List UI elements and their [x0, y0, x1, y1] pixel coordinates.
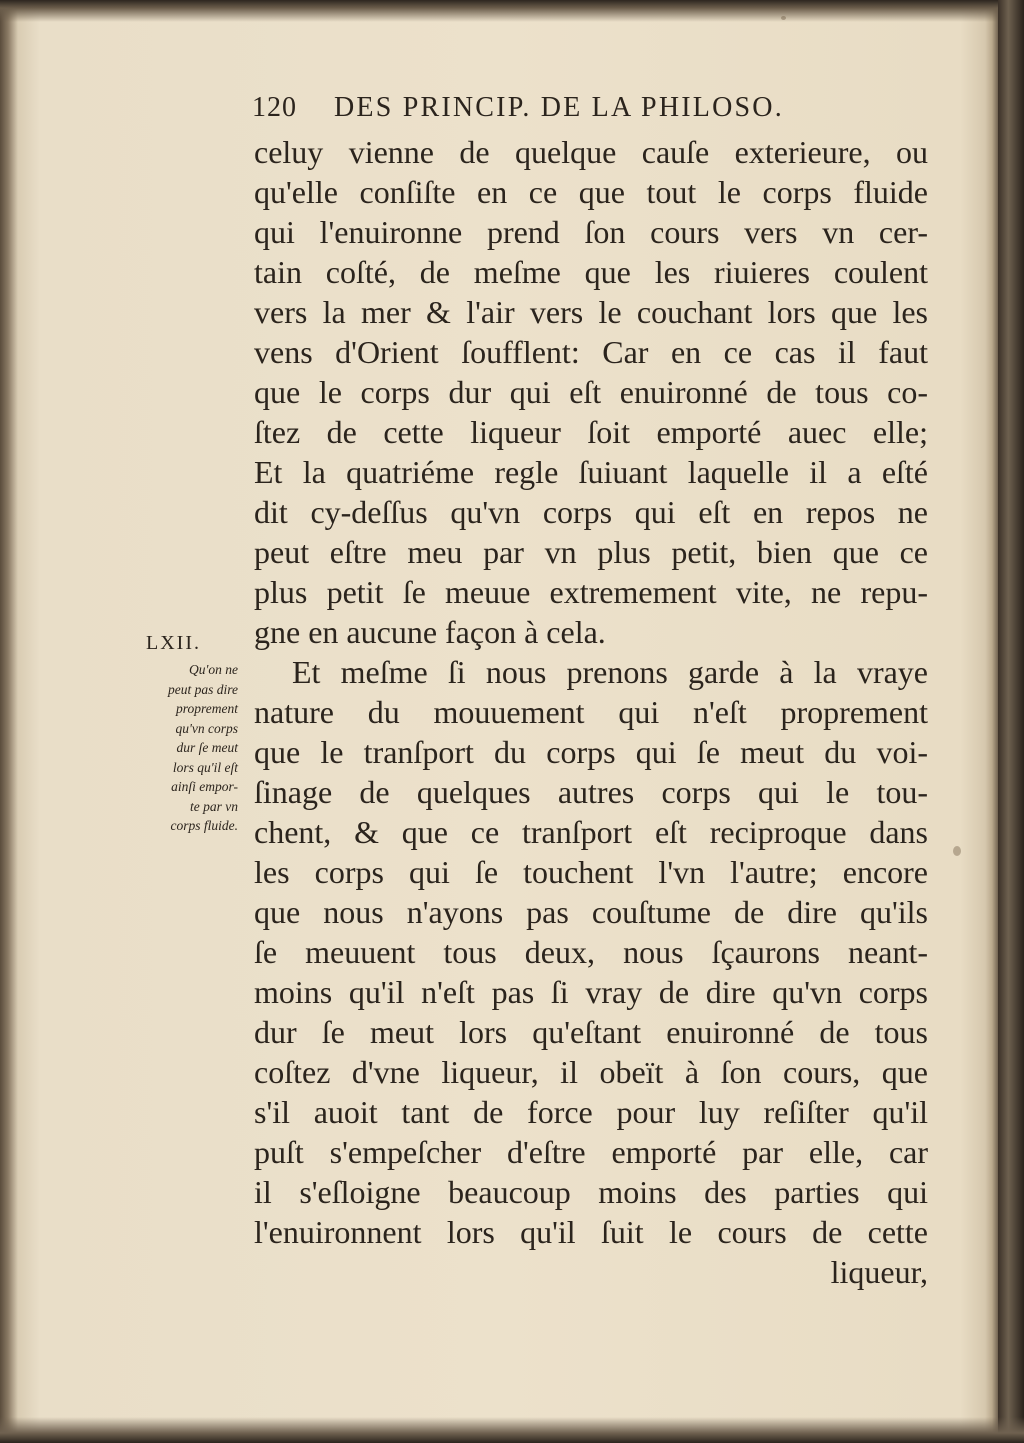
body-line: peut eſtre meu par vn plus petit, bien que ce [254, 534, 928, 570]
body-line: ſe meuuent tous deux, nous ſçaurons neant- [254, 934, 928, 970]
paper-spot [781, 16, 786, 20]
body-line: ſtez de cette liqueur ſoit emporté auec elle; [254, 414, 928, 450]
body-line: coſtez d'vne liqueur, il obeït à ſon cours, que [254, 1054, 928, 1090]
running-head: DES PRINCIP. DE LA PHILOSO. [334, 92, 784, 123]
marginal-note-line: proprement [176, 701, 238, 716]
body-line: celuy vienne de quelque cauſe exterieure, ou [254, 134, 928, 170]
body-line: puſt s'empeſcher d'eſtre emporté par elle, car [254, 1134, 928, 1170]
marginal-note-line: ainſi empor- [171, 779, 238, 794]
body-line: plus petit ſe meuue extremement vite, ne repu- [254, 574, 928, 610]
marginal-note-line: lors qu'il eſt [172, 759, 238, 775]
section-number: LXII. [146, 632, 201, 654]
marginal-note-line: peut pas dire [168, 681, 238, 697]
body-line: tain coſté, de meſme que les riuieres coulent [254, 254, 928, 290]
body-line: ſinage de quelques autres corps qui le tou- [254, 774, 928, 810]
marginal-note [138, 660, 238, 836]
body-line: qu'elle conſiſte en ce que tout le corps fluide [254, 174, 928, 210]
body-line: Et la quatriéme regle ſuiuant laquelle il a eſté [254, 454, 928, 490]
marginal-note-line: Qu'on ne [188, 662, 238, 677]
book-spine-edge [998, 0, 1024, 1443]
body-line: que nous n'ayons pas couſtume de dire qu'ils [254, 894, 928, 930]
page-header [252, 92, 928, 132]
body-line-paragraph-start: Et meſme ſi nous prenons garde à la vraye [292, 654, 928, 690]
body-line: moins qu'il n'eſt pas ſi vray de dire qu'vn corps [254, 974, 928, 1010]
body-line: gne en aucune façon à cela. [254, 614, 606, 650]
marginal-note-line: corps fluide. [170, 818, 238, 833]
paper-spot [953, 846, 961, 856]
body-line: que le tranſport du corps qui ſe meut du voi- [254, 734, 928, 770]
body-line: dur ſe meut lors qu'eſtant enuironné de tous [254, 1014, 928, 1050]
page-number: 120 [252, 92, 297, 123]
marginal-note-line: qu'vn corps [175, 720, 238, 736]
marginal-note-line: te par vn [190, 798, 238, 814]
body-line: les corps qui ſe touchent l'vn l'autre; encore [254, 854, 928, 890]
body-line: vers la mer & l'air vers le couchant lors que les [254, 294, 928, 330]
body-line: chent, & que ce tranſport eſt reciproque dans [254, 814, 928, 850]
body-line: l'enuironnent lors qu'il ſuit le cours de cette [254, 1214, 928, 1250]
body-line: dit cy-deſſus qu'vn corps qui eſt en repos ne [254, 494, 928, 530]
body-line: il s'eſloigne beaucoup moins des parties qui [254, 1174, 928, 1210]
body-line: que le corps dur qui eſt enuironné de tous co- [254, 374, 928, 410]
body-line: nature du mouuement qui n'eſt proprement [254, 694, 928, 730]
body-line: s'il auoit tant de force pour luy reſiſter qu'il [254, 1094, 928, 1130]
marginal-note-line: dur ſe meut [176, 740, 238, 755]
body-line: qui l'enuironne prend ſon cours vers vn cer- [254, 214, 928, 250]
body-line: vens d'Orient ſoufflent: Car en ce cas il faut [254, 334, 928, 370]
catchword: liqueur, [830, 1254, 928, 1290]
